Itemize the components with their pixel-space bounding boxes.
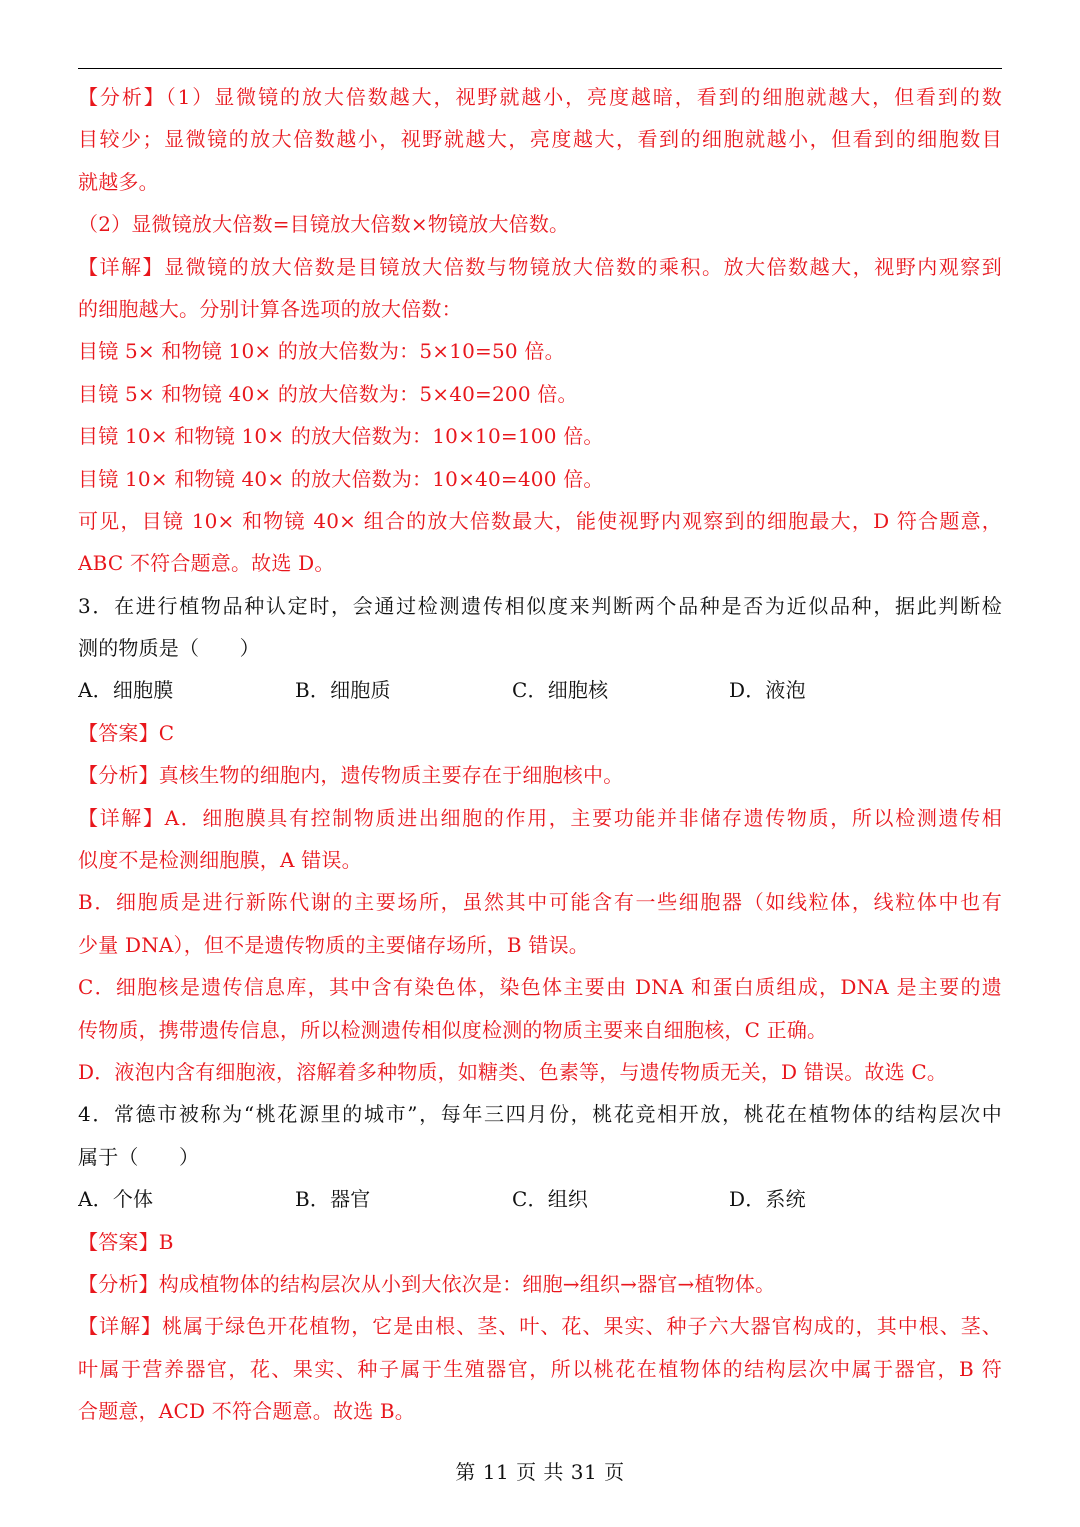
detail-q2-line-2: 的细胞越大。分别计算各选项的放大倍数： bbox=[78, 296, 462, 321]
question-4-options bbox=[78, 1178, 1002, 1220]
analysis-q2-line-1: 【分析】（1）显微镜的放大倍数越大，视野就越小，亮度越暗，看到的细胞就越大，但看到的数 bbox=[78, 85, 1002, 109]
detail-q2-line-7: 可见，目镜 10× 和物镜 40× 组合的放大倍数最大，能使视野内观察到的细胞最大，D 符合题意， bbox=[78, 508, 1002, 533]
question-4-detail-line-3: 合题意，ACD 不符合题意。故选 B。 bbox=[78, 1399, 415, 1424]
page-content bbox=[78, 76, 1002, 1433]
question-4-option-a: A．个体 bbox=[78, 1187, 154, 1212]
detail-q2-line-6: 目镜 10× 和物镜 40× 的放大倍数为：10×40=400 倍。 bbox=[78, 466, 604, 491]
question-4-detail-line-1: 【详解】桃属于绿色开花植物，它是由根、茎、叶、花、果实、种子六大器官构成的，其中根、茎、 bbox=[78, 1314, 1002, 1339]
detail-q2-line-4: 目镜 5× 和物镜 40× 的放大倍数为：5×40=200 倍。 bbox=[78, 381, 578, 406]
question-3-detail-line-6: 传物质，携带遗传信息，所以检测遗传相似度检测的物质主要来自细胞核，C 正确。 bbox=[78, 1017, 828, 1042]
question-3-detail-line-2: 似度不是检测细胞膜，A 错误。 bbox=[78, 848, 362, 873]
question-3-analysis: 【分析】真核生物的细胞内，遗传物质主要存在于细胞核中。 bbox=[78, 763, 624, 788]
question-4-analysis: 【分析】构成植物体的结构层次从小到大依次是：细胞→组织→器官→植物体。 bbox=[78, 1271, 776, 1296]
header-rule bbox=[78, 68, 1002, 69]
detail-q2-line-1: 【详解】显微镜的放大倍数是目镜放大倍数与物镜放大倍数的乘积。放大倍数越大，视野内观察到 bbox=[78, 254, 1002, 279]
detail-q2-line-3: 目镜 5× 和物镜 10× 的放大倍数为：5×10=50 倍。 bbox=[78, 339, 565, 364]
page-number-footer: 第 11 页 共 31 页 bbox=[455, 1460, 625, 1484]
question-4-stem-line-2: 属于（ ） bbox=[78, 1144, 200, 1169]
question-3-detail-line-1: 【详解】A．细胞膜具有控制物质进出细胞的作用，主要功能并非储存遗传物质，所以检测遗传相 bbox=[78, 805, 1002, 830]
question-3-option-c: C．细胞核 bbox=[512, 678, 609, 703]
analysis-q2-line-3: 就越多。 bbox=[78, 169, 159, 194]
question-3-option-a: A．细胞膜 bbox=[78, 678, 174, 703]
question-4-stem-line-1: 4．常德市被称为“桃花源里的城市”，每年三四月份，桃花竞相开放，桃花在植物体的结构层次中 bbox=[78, 1102, 1002, 1127]
question-3-detail-line-5: C．细胞核是遗传信息库，其中含有染色体，染色体主要由 DNA 和蛋白质组成，DNA 是主要的遗 bbox=[78, 975, 1002, 1000]
question-3-stem-line-2: 测的物质是（ ） bbox=[78, 636, 260, 661]
analysis-q2-line-4: （2）显微镜放大倍数=目镜放大倍数×物镜放大倍数。 bbox=[78, 212, 570, 237]
question-3-stem-line-1: 3．在进行植物品种认定时，会通过检测遗传相似度来判断两个品种是否为近似品种，据此判断检 bbox=[78, 593, 1002, 618]
question-3-detail-line-4: 少量 DNA），但不是遗传物质的主要储存场所，B 错误。 bbox=[78, 932, 589, 957]
question-3-detail-line-3: B．细胞质是进行新陈代谢的主要场所，虽然其中可能含有一些细胞器（如线粒体，线粒体中也有 bbox=[78, 890, 1002, 915]
question-3-option-b: B．细胞质 bbox=[295, 678, 391, 703]
question-4-option-b: B．器官 bbox=[295, 1187, 371, 1212]
question-3-answer: 【答案】C bbox=[78, 720, 175, 745]
question-4-detail-line-2: 叶属于营养器官，花、果实、种子属于生殖器官，所以桃花在植物体的结构层次中属于器官，B 符 bbox=[78, 1356, 1002, 1381]
question-3-options bbox=[78, 669, 1002, 711]
question-3-detail-line-7: D．液泡内含有细胞液，溶解着多种物质，如糖类、色素等，与遗传物质无关，D 错误。故选 C。 bbox=[78, 1059, 948, 1084]
question-3-option-d: D．液泡 bbox=[729, 678, 806, 703]
question-4-option-c: C．组织 bbox=[512, 1187, 589, 1212]
detail-q2-line-8: ABC 不符合题意。故选 D。 bbox=[78, 551, 335, 576]
analysis-q2-line-2: 目较少；显微镜的放大倍数越小，视野就越大，亮度越大，看到的细胞就越小，但看到的细胞数目 bbox=[78, 127, 1002, 152]
question-4-option-d: D．系统 bbox=[729, 1187, 806, 1212]
question-4-answer: 【答案】B bbox=[78, 1229, 174, 1254]
detail-q2-line-5: 目镜 10× 和物镜 10× 的放大倍数为：10×10=100 倍。 bbox=[78, 424, 604, 449]
